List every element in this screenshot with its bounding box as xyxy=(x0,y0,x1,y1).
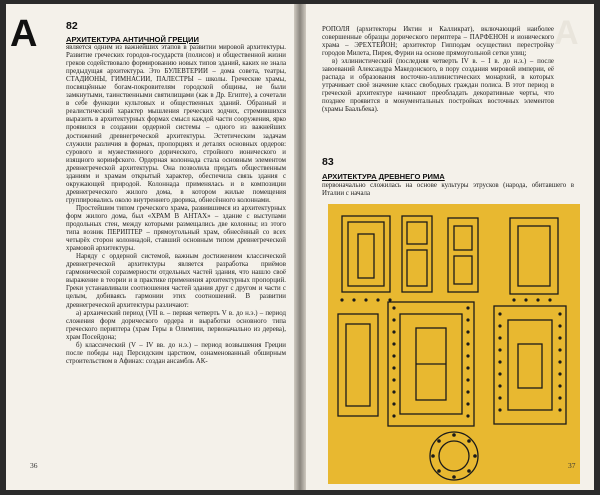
right-body-text xyxy=(322,26,554,115)
temple-plan xyxy=(510,218,558,294)
paragraph: в) эллинистический (последняя четверть IV в. – I в. до н.э.) – после завоеваний Александра Македонского, в пору создания мировой империи, её распада и образования восточно-эллинистических монархий, в которых утрачивает своё значение класс свободных граждан полиса. В этот период в греческой архитектуре начинают преобладать декоративные черты, что позднее проявится в монументальных постройках восточных элементов (храмы Баальбека). xyxy=(322,58,554,114)
section-number: 83 xyxy=(322,156,334,168)
temple-plan xyxy=(338,314,378,416)
section-letter: А xyxy=(10,13,38,55)
paragraph: Наряду с ордерной системой, важным достижением классической древнегреческой архитектуры является разработка приёмов гармонической соразмерности отдельных частей здания, что нашло своё выражение в теории и в практике применения архитектурных пропорций. Греки устанавливали соотношения частей здания друг с другом и части с целым, добиваясь гармонии этих соотношений. В развитии древнегреческой архитектуры различают: xyxy=(66,253,286,309)
paragraph: РОПОЛЯ (архитекторы Иктин и Калликрат), включающий наиболее совершенные образцы дорического периптера – ПАРФЕНОН и ионического храма – ЭРЕХТЕЙОН; архитектор Гипподам осуществил перестройку городов Милета, Пирея, Фурии на основе прямоугольной сетки улиц; xyxy=(322,26,554,58)
paragraph: является одним из важнейших этапов в развитии мировой архитектуры. Развитие греческих городов-государств (полисов) и общественной жизни греков содействовало формированию новых типов зданий, каких не знала предыдущая архитектура. Это БУЛЕВТЕРИИ – дома совета, театры, СТАДИОНЫ, ГИМНАСИИ, ПАЛЕСТРЫ – школы. Греческие храмы, посвящённые богам-покровителям городской общины, не были замкнутыми, таинственными святилищами (как в Др. Египте), а сочетали в себе функции культовых и общественных зданий. Образный и реалистический характер мышления греческих зодчих, стремившихся выразить в архитектурных формах смысл каждой части сооружения, ярко проявился в создании ордерной системы – одного из важнейших достижений древнегреческой архитектуры. Эстетическим задачам служили различия в формах, пропорциях и деталях основных ордеров: сурового и мужественного дорического, стройного ионического и изящного коринфского. Ордерная колоннада стала основным элементом древнегреческой архитектуры. Она позволила придать общественным зданиям и храмам открытый характер, обеспечила связь здания с окружающей природой. Колоннада применялась и в композиции древнегреческого жилого дома, в котором жилые помещения группировались около внутреннего дворика, обнесённого колоннами. xyxy=(66,44,286,204)
temple-plans-drawing xyxy=(328,204,580,484)
temple-plan xyxy=(494,306,566,424)
left-page xyxy=(6,4,294,490)
temple-plan xyxy=(388,302,474,426)
section-letter-box xyxy=(10,14,50,54)
paragraph: первоначально сложилась на основе культуры этрусков (народа, обитавшего в Италии с начала xyxy=(322,182,574,198)
section-heading: АРХИТЕКТУРА АНТИЧНОЙ ГРЕЦИИ xyxy=(66,35,199,44)
section-intro xyxy=(322,182,574,198)
page-number: 37 xyxy=(568,461,576,470)
temple-plans-illustration xyxy=(328,204,580,484)
temple-plan xyxy=(342,216,390,292)
temple-plan xyxy=(448,218,478,292)
watermark-letter: А xyxy=(554,14,579,52)
section-number: 82 xyxy=(66,20,78,32)
page-number: 36 xyxy=(30,461,38,470)
section-heading: АРХИТЕКТУРА ДРЕВНЕГО РИМА xyxy=(322,172,445,181)
temple-plan xyxy=(430,432,478,480)
right-page xyxy=(306,4,594,490)
temple-plan xyxy=(402,216,432,292)
book-gutter xyxy=(294,4,306,490)
paragraph: а) архаический период (VII в. – первая четверть V в. до н.э.) – период сложения форм дорического ордера и выработки основного типа греческого периптера (храм Геры в Олимпии, первоначально из дерева), храм Посейдона; xyxy=(66,309,286,341)
left-body-text xyxy=(66,44,286,366)
paragraph: Простейшим типом греческого храма, развившимся из архитектурных форм жилого дома, был «ХРАМ В АНТАХ» – здание с выступами продольных стен, между которыми размещались две колонны; из этого типа возник ПЕРИПТЕР – прямоугольный храм, обнесённый со всех четырёх сторон колоннадой, ставший основным типом древнегреческой храмовой архитектуры. xyxy=(66,204,286,253)
paragraph: б) классический (V – IV вв. до н.э.) – период возвышения Греции после победы над Персидским царством, ознаменованный обширным строительством в Афинах: создан ансамбль АК- xyxy=(66,341,286,365)
